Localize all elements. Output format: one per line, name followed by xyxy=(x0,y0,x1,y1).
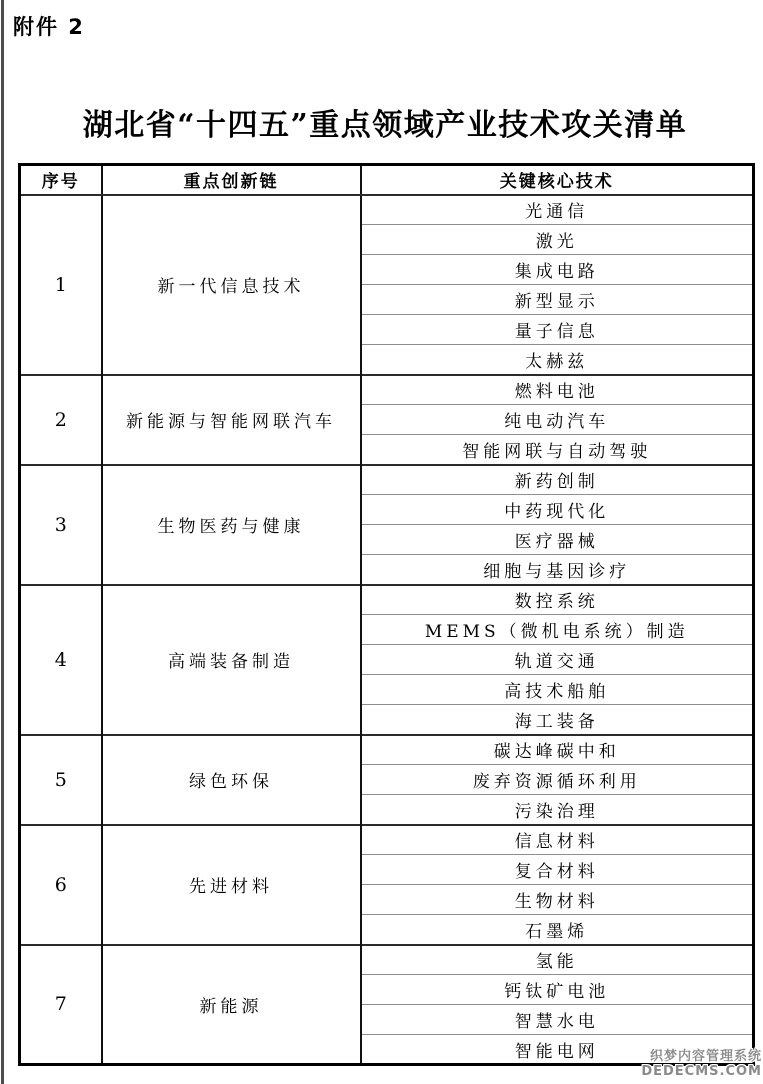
core-technology-cell: 碳达峰碳中和 xyxy=(361,735,754,765)
serial-number-cell: 6 xyxy=(20,825,102,945)
core-technology-cell: 智能网联与自动驾驶 xyxy=(361,435,754,465)
core-technology-cell: 石墨烯 xyxy=(361,915,754,945)
table-header-row xyxy=(20,165,754,195)
innovation-chain-cell: 高端装备制造 xyxy=(102,585,361,735)
core-technology-cell: 钙钛矿电池 xyxy=(361,975,754,1005)
innovation-chain-cell: 新能源与智能网联汽车 xyxy=(102,375,361,465)
dedecms-watermark xyxy=(641,1049,762,1079)
col-header-core-technology: 关键核心技术 xyxy=(361,165,754,195)
serial-number-cell: 4 xyxy=(20,585,102,735)
core-technology-cell: 量子信息 xyxy=(361,315,754,345)
core-technology-cell: 太赫兹 xyxy=(361,345,754,375)
core-technology-cell: 新型显示 xyxy=(361,285,754,315)
core-technology-cell: 数控系统 xyxy=(361,585,754,615)
col-header-serial-number: 序号 xyxy=(20,165,102,195)
core-technology-cell: 海工装备 xyxy=(361,705,754,735)
attachment-label: 附件 2 xyxy=(13,15,85,39)
core-technology-cell: 废弃资源循环利用 xyxy=(361,765,754,795)
serial-number-cell: 7 xyxy=(20,945,102,1065)
core-technology-cell: 智能电网 xyxy=(361,1035,754,1065)
table-row xyxy=(20,945,754,975)
table-row xyxy=(20,735,754,765)
serial-number-cell: 5 xyxy=(20,735,102,825)
core-technology-cell: 智慧水电 xyxy=(361,1005,754,1035)
core-technology-cell: 燃料电池 xyxy=(361,375,754,405)
core-technology-cell: 纯电动汽车 xyxy=(361,405,754,435)
core-technology-cell: 光通信 xyxy=(361,195,754,225)
core-technology-cell: MEMS（微机电系统）制造 xyxy=(361,615,754,645)
serial-number-cell: 1 xyxy=(20,195,102,375)
serial-number-cell: 2 xyxy=(20,375,102,465)
core-technology-cell: 高技术船舶 xyxy=(361,675,754,705)
innovation-chain-cell: 生物医药与健康 xyxy=(102,465,361,585)
page-edge-line xyxy=(1,0,4,1084)
core-technology-cell: 中药现代化 xyxy=(361,495,754,525)
core-technology-cell: 氢能 xyxy=(361,945,754,975)
watermark-domain: DEDECMS.COM xyxy=(641,1064,762,1079)
core-technology-cell: 激光 xyxy=(361,225,754,255)
innovation-chain-cell: 新能源 xyxy=(102,945,361,1065)
table-row xyxy=(20,375,754,405)
watermark-cms-name: 织梦内容管理系统 xyxy=(649,1049,762,1064)
page-title: 湖北省“十四五”重点领域产业技术攻关清单 xyxy=(82,108,688,143)
core-technology-cell: 集成电路 xyxy=(361,255,754,285)
innovation-chain-cell: 绿色环保 xyxy=(102,735,361,825)
core-technology-cell: 细胞与基因诊疗 xyxy=(361,555,754,585)
core-technology-cell: 污染治理 xyxy=(361,795,754,825)
core-technology-cell: 复合材料 xyxy=(361,855,754,885)
table-row xyxy=(20,465,754,495)
innovation-chain-cell: 新一代信息技术 xyxy=(102,195,361,375)
table-body xyxy=(20,195,754,1065)
core-technology-cell: 医疗器械 xyxy=(361,525,754,555)
serial-number-cell: 3 xyxy=(20,465,102,585)
table-row xyxy=(20,825,754,855)
table-row xyxy=(20,195,754,225)
technology-table xyxy=(18,163,755,1066)
table-row xyxy=(20,585,754,615)
innovation-chain-cell: 先进材料 xyxy=(102,825,361,945)
core-technology-cell: 信息材料 xyxy=(361,825,754,855)
core-technology-cell: 轨道交通 xyxy=(361,645,754,675)
col-header-innovation-chain: 重点创新链 xyxy=(102,165,361,195)
core-technology-cell: 生物材料 xyxy=(361,885,754,915)
core-technology-cell: 新药创制 xyxy=(361,465,754,495)
